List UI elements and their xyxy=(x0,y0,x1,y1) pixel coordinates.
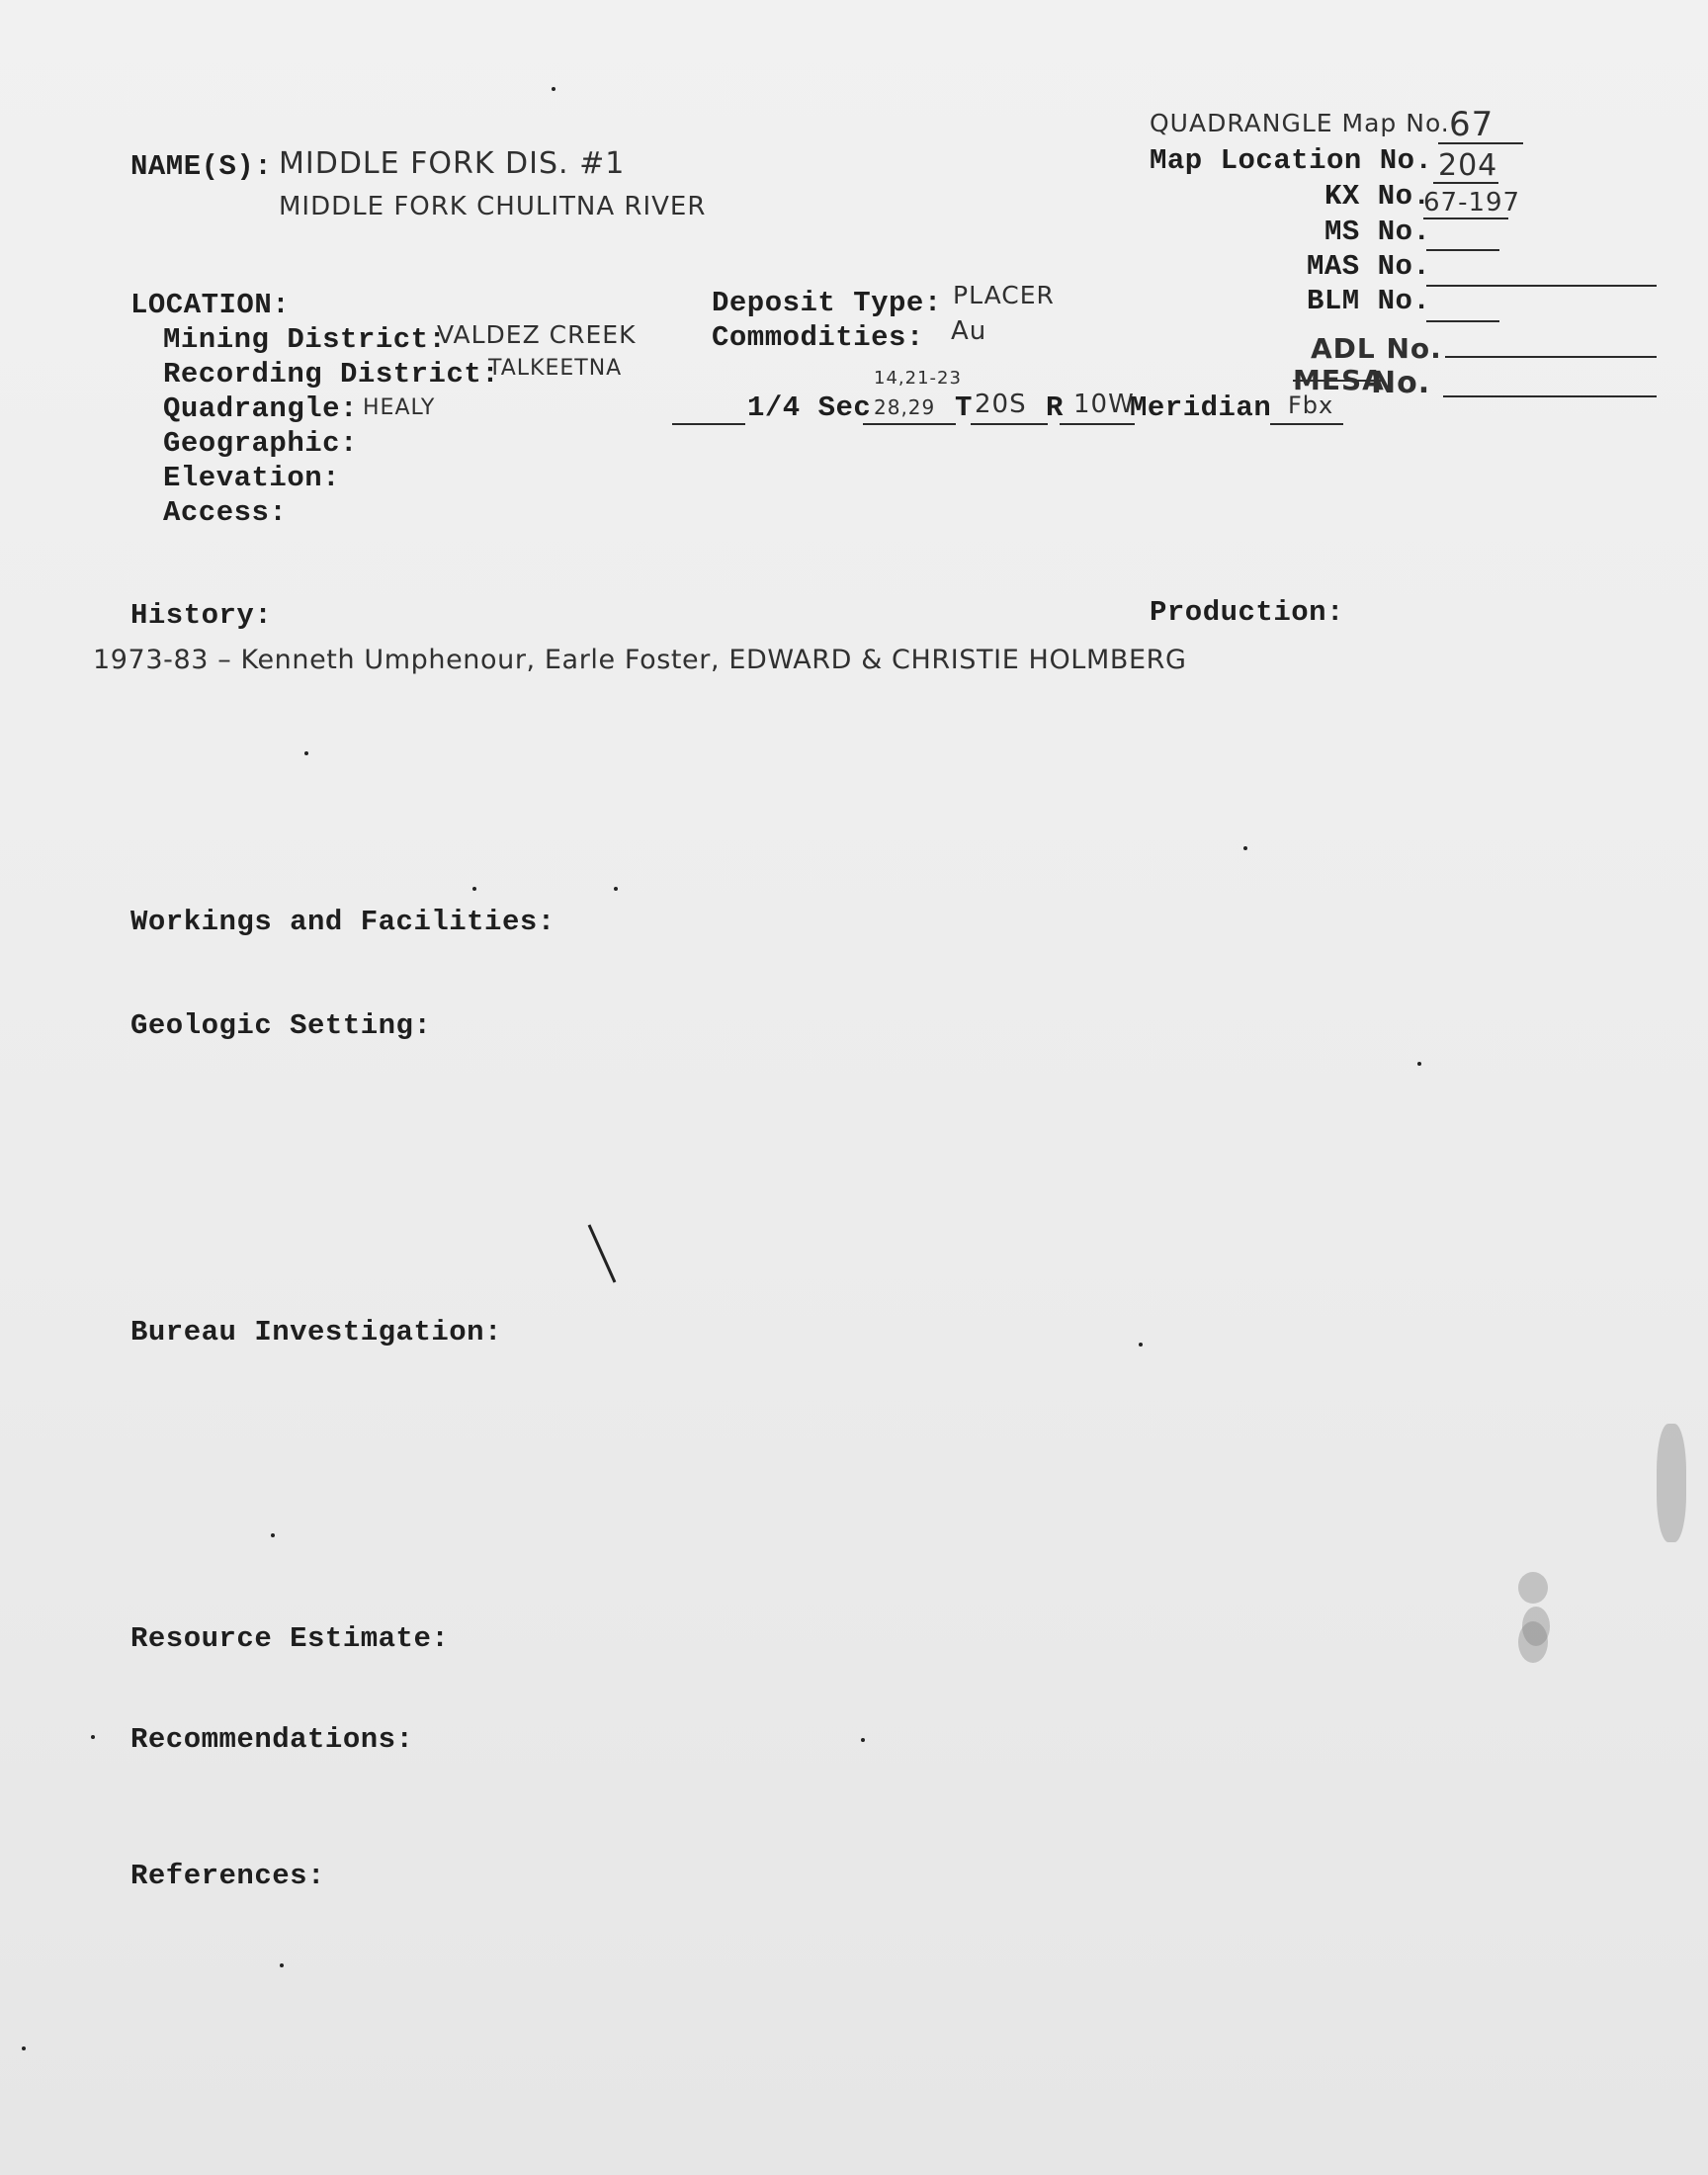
t-value: 20S xyxy=(975,390,1027,419)
production-label: Production: xyxy=(1150,596,1344,629)
pen-stroke-mark xyxy=(583,1221,623,1290)
meridian-blank xyxy=(1270,423,1343,425)
mining-district-label: Mining District: xyxy=(163,323,447,356)
commodities-value: Au xyxy=(951,316,987,346)
scan-speck xyxy=(1243,846,1247,850)
scan-stain xyxy=(1518,1572,1548,1604)
meridian-value: Fbx xyxy=(1288,392,1334,419)
sec-extra-value: 14,21-23 xyxy=(874,368,962,389)
adl-blank xyxy=(1445,356,1657,358)
ms-blank xyxy=(1426,249,1499,251)
scan-speck xyxy=(22,2046,26,2050)
quadrangle-label: Quadrangle: xyxy=(163,392,358,425)
deposit-type-value: PLACER xyxy=(953,281,1055,309)
blm-label: BLM No. xyxy=(1307,285,1431,317)
scan-speck xyxy=(91,1735,95,1739)
quadrangle-map-value: 67 xyxy=(1449,105,1494,144)
sec-value: 28,29 xyxy=(874,395,936,419)
scan-edge-shadow xyxy=(1657,1424,1686,1542)
recording-district-label: Recording District: xyxy=(163,358,500,391)
scan-speck xyxy=(304,751,308,755)
blm-blank xyxy=(1426,320,1499,322)
map-location-label: Map Location No. xyxy=(1150,144,1433,177)
r-blank xyxy=(1060,423,1135,425)
r-label: R xyxy=(1046,392,1064,424)
t-label: T xyxy=(955,392,973,424)
names-line-1: MIDDLE FORK DIS. #1 xyxy=(279,146,626,181)
bureau-label: Bureau Investigation: xyxy=(130,1316,502,1348)
scan-stain xyxy=(1518,1621,1548,1663)
names-line-2: MIDDLE FORK CHULITNA RIVER xyxy=(279,192,707,221)
deposit-type-label: Deposit Type: xyxy=(712,287,942,319)
scan-speck xyxy=(614,887,618,891)
quadrangle-map-blank xyxy=(1438,142,1523,144)
commodities-label: Commodities: xyxy=(712,321,924,354)
access-label: Access: xyxy=(163,496,288,529)
geologic-label: Geologic Setting: xyxy=(130,1009,432,1042)
scan-speck xyxy=(271,1533,275,1537)
map-location-value: 204 xyxy=(1438,148,1498,183)
meridian-label: Meridian xyxy=(1130,392,1272,424)
mas-blank xyxy=(1426,285,1657,287)
r-value: 10W xyxy=(1073,390,1135,419)
mesa-label: MESA xyxy=(1293,364,1385,396)
kx-blank xyxy=(1423,218,1508,219)
mas-label: MAS No. xyxy=(1307,250,1431,283)
quarter-blank xyxy=(672,423,745,425)
kx-value: 67-197 xyxy=(1423,188,1521,218)
resource-label: Resource Estimate: xyxy=(130,1622,450,1655)
recording-district-value: TALKEETNA xyxy=(488,356,623,381)
adl-label: ADL No. xyxy=(1311,332,1442,365)
quadrangle-value: HEALY xyxy=(363,395,436,420)
sec-blank xyxy=(863,423,956,425)
map-location-blank xyxy=(1433,182,1498,184)
scan-speck xyxy=(1139,1343,1143,1347)
names-label: NAME(S): xyxy=(130,150,273,183)
ms-label: MS No. xyxy=(1324,216,1431,248)
geographic-label: Geographic: xyxy=(163,427,358,460)
history-entry: 1973-83 – Kenneth Umphenour, Earle Foster, EDWARD & CHRISTIE HOLMBERG xyxy=(93,645,1187,675)
quadrangle-map-label: QUADRANGLE Map No. xyxy=(1150,109,1450,137)
scan-speck xyxy=(1417,1062,1421,1066)
scan-speck xyxy=(280,1963,284,1967)
mesa-blank xyxy=(1443,395,1657,397)
location-label: LOCATION: xyxy=(130,289,291,321)
t-blank xyxy=(971,423,1048,425)
scan-speck xyxy=(861,1738,865,1742)
recommendations-label: Recommendations: xyxy=(130,1723,414,1756)
scan-speck xyxy=(552,87,555,91)
history-label: History: xyxy=(130,599,273,632)
mining-district-value: VALDEZ CREEK xyxy=(437,320,637,349)
elevation-label: Elevation: xyxy=(163,462,341,494)
kx-label: KX No. xyxy=(1324,180,1431,213)
mesa-no-label: No. xyxy=(1371,366,1431,400)
scan-speck xyxy=(472,887,476,891)
workings-label: Workings and Facilities: xyxy=(130,906,555,938)
references-label: References: xyxy=(130,1860,325,1892)
quarter-sec-label: 1/4 Sec xyxy=(747,392,872,424)
